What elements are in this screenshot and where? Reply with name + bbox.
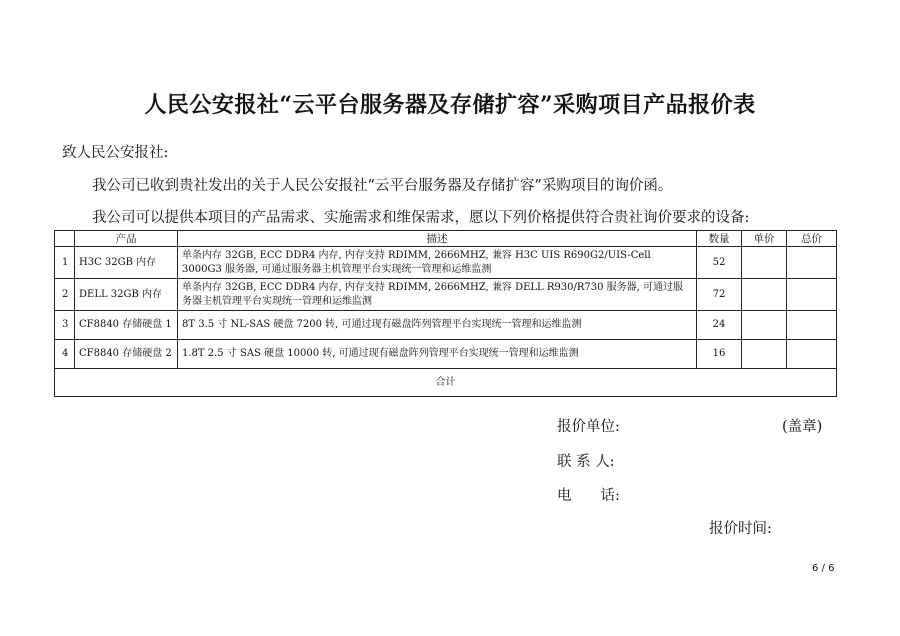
- total-label: 合计: [55, 369, 837, 397]
- header-unit-price: 单价: [742, 231, 787, 247]
- table-header-row: [55, 231, 837, 247]
- row-quantity: 16: [697, 340, 742, 369]
- table-total-row: [55, 369, 837, 397]
- paragraph-offer: 我公司可以提供本项目的产品需求、实施需求和维保需求，愿以下列价格提供符合贵社询价要求的设备:: [92, 210, 750, 226]
- salutation: 致人民公安报社:: [62, 145, 169, 161]
- row-unit-price: [742, 311, 787, 340]
- row-product: CF8840 存储硬盘 1: [75, 311, 178, 340]
- row-description: 单条内存 32GB, ECC DDR4 内存, 内存支持 RDIMM, 2666MHZ, 兼容 H3C UIS R690G2/UIS-Cell 3000G3 服务器, 可通过服务器主机管理平台实现统一管理和运维监测: [178, 247, 697, 279]
- row-quantity: 52: [697, 247, 742, 279]
- row-product: H3C 32GB 内存: [75, 247, 178, 279]
- row-unit-price: [742, 340, 787, 369]
- row-quantity: 24: [697, 311, 742, 340]
- row-total-price: [787, 279, 837, 311]
- phone-label: 电 话:: [557, 488, 620, 504]
- row-total-price: [787, 247, 837, 279]
- row-unit-price: [742, 247, 787, 279]
- row-product: CF8840 存储硬盘 2: [75, 340, 178, 369]
- quote-time-label: 报价时间:: [709, 521, 772, 537]
- header-description: 描述: [178, 231, 697, 247]
- paragraph-receipt: 我公司已收到贵社发出的关于人民公安报社“云平台服务器及存储扩容”采购项目的询价函。: [92, 178, 673, 194]
- row-product: DELL 32GB 内存: [75, 279, 178, 311]
- header-total-price: 总价: [787, 231, 837, 247]
- row-total-price: [787, 311, 837, 340]
- seal-label: (盖章): [782, 419, 823, 435]
- header-index: [55, 231, 75, 247]
- table-row: [55, 311, 837, 340]
- page-number: 6 / 6: [812, 563, 835, 574]
- header-product: 产品: [75, 231, 178, 247]
- contact-label: 联 系 人:: [557, 454, 615, 470]
- header-quantity: 数量: [697, 231, 742, 247]
- quote-table: [54, 230, 837, 397]
- row-total-price: [787, 340, 837, 369]
- quote-unit-label: 报价单位:: [557, 419, 620, 435]
- row-description: 单条内存 32GB, ECC DDR4 内存, 内存支持 RDIMM, 2666MHZ, 兼容 DELL R930/R730 服务器, 可通过服务器主机管理平台实现统一管理和运维监测: [178, 279, 697, 311]
- document-title: 人民公安报社“云平台服务器及存储扩容”采购项目产品报价表: [144, 92, 756, 118]
- row-unit-price: [742, 279, 787, 311]
- table-row: [55, 247, 837, 279]
- row-index: 2: [55, 279, 75, 311]
- row-index: 1: [55, 247, 75, 279]
- row-index: 4: [55, 340, 75, 369]
- row-description: 8T 3.5 寸 NL-SAS 硬盘 7200 转, 可通过现有磁盘阵列管理平台实现统一管理和运维监测: [178, 311, 697, 340]
- row-quantity: 72: [697, 279, 742, 311]
- row-index: 3: [55, 311, 75, 340]
- table-row: [55, 340, 837, 369]
- table-row: [55, 279, 837, 311]
- row-description: 1.8T 2.5 寸 SAS 硬盘 10000 转, 可通过现有磁盘阵列管理平台实现统一管理和运维监测: [178, 340, 697, 369]
